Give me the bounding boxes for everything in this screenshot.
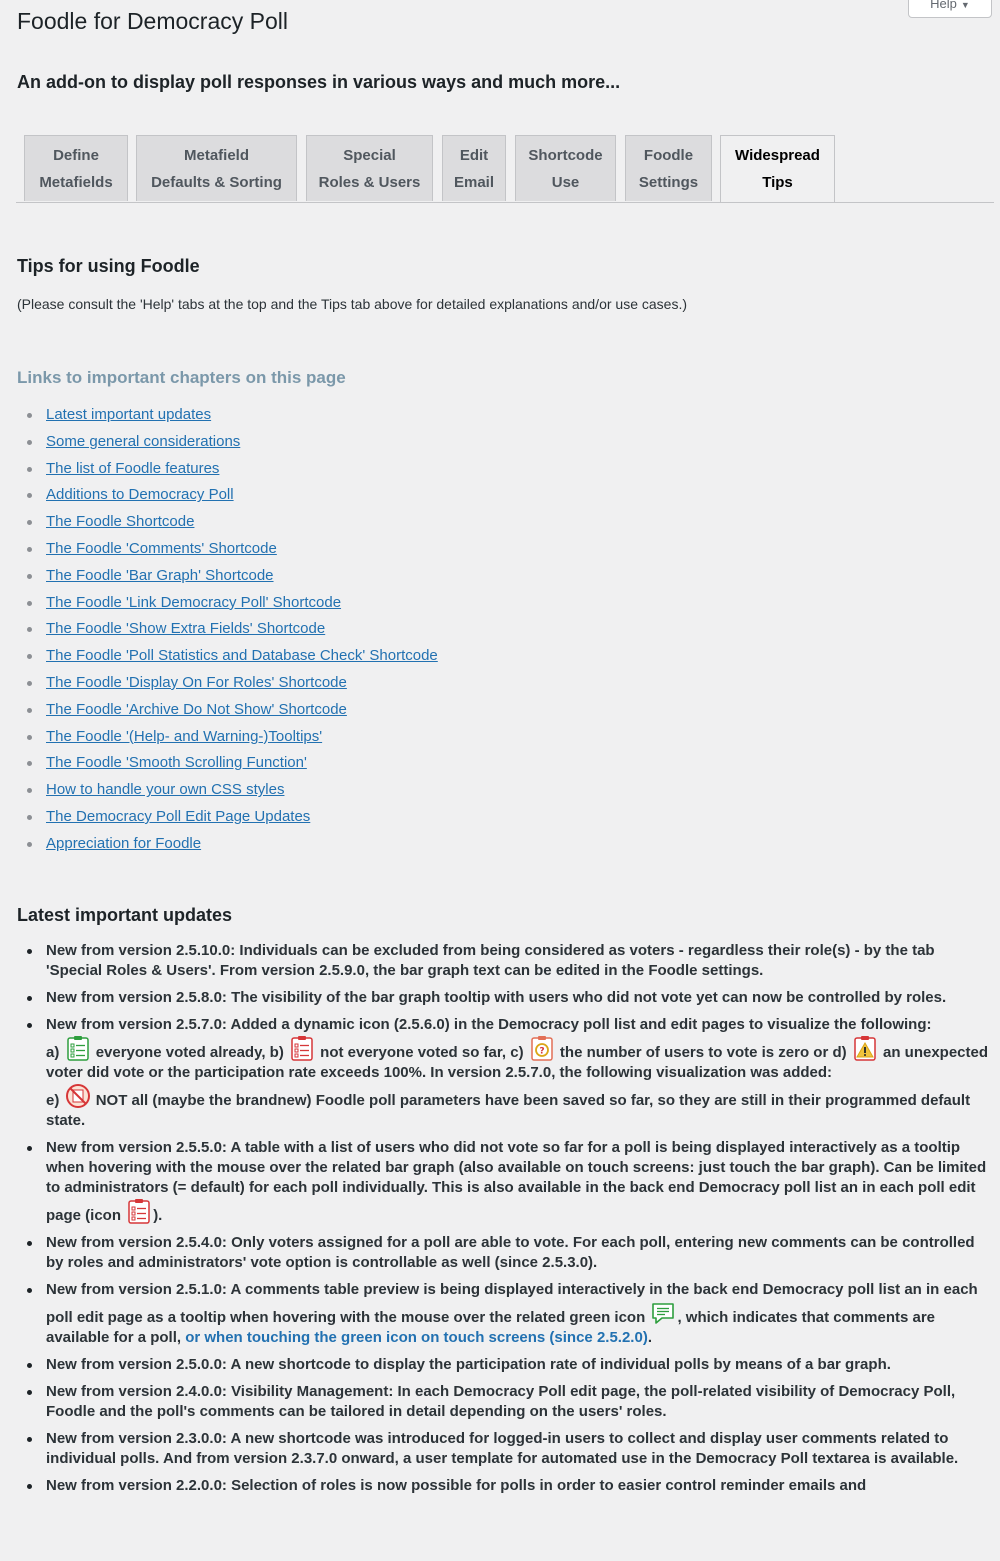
tab-define-metafields[interactable]: Define Metafields xyxy=(24,135,128,201)
list-item xyxy=(17,429,438,456)
list-item: New from version 2.5.8.0: The visibility of the bar graph tooltip with users who did not vote yet can now be controlled by roles. xyxy=(17,988,993,1008)
list-item xyxy=(17,831,438,858)
chapter-link[interactable]: How to handle your own CSS styles xyxy=(46,781,285,799)
updates-heading: Latest important updates xyxy=(17,905,233,925)
chevron-down-icon: ▼ xyxy=(960,0,970,10)
tab-bar xyxy=(16,135,994,203)
list-item xyxy=(17,590,438,617)
list-item xyxy=(17,724,438,751)
chapter-link[interactable]: The Foodle 'Comments' Shortcode xyxy=(46,539,277,557)
not-saved-icon xyxy=(65,1083,91,1109)
help-label: Help xyxy=(930,0,957,11)
links-heading: Links to important chapters on this page xyxy=(17,368,346,387)
list-item: New from version 2.5.1.0: A comments table preview is being displayed interactively in the back end Democracy poll list an in each poll edit page as a tooltip when hovering with the mouse over the related green icon , which indicates that comments are available for a poll, or when touching the green icon on touch screens (since 2.5.2.0). xyxy=(17,1280,993,1348)
list-item: New from version 2.5.4.0: Only voters assigned for a poll are able to vote. For each poll, entering new comments can be controlled by roles and administrators' vote option is controllable as well (since 2.5.3.0). xyxy=(17,1233,993,1273)
page-title: Foodle for Democracy Poll xyxy=(17,8,288,34)
list-item: New from version 2.5.0.0: A new shortcode to display the participation rate of individual polls by means of a bar graph. xyxy=(17,1355,993,1375)
help-button[interactable] xyxy=(908,0,992,18)
page-subtitle: An add-on to display poll responses in various ways and much more... xyxy=(17,72,621,92)
chapter-link[interactable]: The Foodle Shortcode xyxy=(46,513,195,531)
chapter-link[interactable]: Additions to Democracy Poll xyxy=(46,486,234,504)
clipboard-list-red-icon xyxy=(126,1198,152,1224)
svg-text:?: ? xyxy=(539,1046,545,1057)
chapter-link[interactable]: The Foodle 'Link Democracy Poll' Shortcode xyxy=(46,593,342,611)
clipboard-list-red-icon xyxy=(289,1035,315,1061)
chapter-link[interactable]: The Foodle 'Show Extra Fields' Shortcode xyxy=(46,620,326,638)
chapter-link[interactable]: The Democracy Poll Edit Page Updates xyxy=(46,807,311,825)
tab-edit-email[interactable]: Edit Email xyxy=(442,135,506,201)
list-item xyxy=(17,697,438,724)
list-item: New from version 2.5.7.0: Added a dynamic icon (2.5.6.0) in the Democracy poll list and edit pages to visualize the following: a) everyone voted already, b) not everyone voted so far, c) ? the number of users to vote is zero or d) an unexpected voter did vote or the participation rate exceeds 100%. In version 2.5.7.0, the following visualization was added: e) NOT all (maybe the brandnew) Foodle poll parameters have been saved so far, so they are still in their programmed default state. xyxy=(17,1015,993,1131)
tips-heading: Tips for using Foodle xyxy=(17,256,200,276)
list-item xyxy=(17,643,438,670)
clipboard-check-green-icon xyxy=(65,1035,91,1061)
touch-note: or when touching the green icon on touch screens (since 2.5.2.0) xyxy=(185,1329,648,1346)
tab-metafield-defaults[interactable]: Metafield Defaults & Sorting xyxy=(136,135,297,201)
chapter-link[interactable]: The Foodle 'Smooth Scrolling Function' xyxy=(46,754,307,772)
tab-widespread-tips[interactable]: Widespread Tips xyxy=(720,135,835,202)
list-item: New from version 2.4.0.0: Visibility Management: In each Democracy Poll edit page, the poll-related visibility of Democracy Poll, Foodle and the poll's comments can be tailored in detail depending on the users' roles. xyxy=(17,1382,993,1422)
chapter-link[interactable]: Appreciation for Foodle xyxy=(46,834,202,852)
list-item: New from version 2.5.5.0: A table with a list of users who did not vote so far for a poll is being displayed interactively as a tooltip when hovering with the mouse over the related bar graph (also available on touch screens: just touch the bar graph). Can be limited to administrators (= default) for each poll individually. This is also available in the back end Democracy poll list an in each poll edit page (icon ). xyxy=(17,1138,993,1226)
list-item xyxy=(17,616,438,643)
list-item xyxy=(17,482,438,509)
chapter-link[interactable]: The Foodle 'Poll Statistics and Database Check' Shortcode xyxy=(46,647,438,665)
list-item xyxy=(17,536,438,563)
list-item xyxy=(17,670,438,697)
list-item xyxy=(17,509,438,536)
chapter-links-list xyxy=(17,402,438,858)
list-item: New from version 2.3.0.0: A new shortcode was introduced for logged-in users to collect and display user comments related to individual polls. And from version 2.3.7.0 onward, a user template for automated use in the Democracy Poll textarea is available. xyxy=(17,1429,993,1469)
chapter-link[interactable]: The list of Foodle features xyxy=(46,459,220,477)
list-item xyxy=(17,456,438,483)
chapter-link[interactable]: The Foodle 'Bar Graph' Shortcode xyxy=(46,566,274,584)
chapter-link[interactable]: Latest important updates xyxy=(46,406,212,423)
list-item: New from version 2.5.10.0: Individuals can be excluded from being considered as voters - regardless their role(s) - by the tab 'Special Roles & Users'. From version 2.5.9.0, the bar graph text can be edited in the Foodle settings. xyxy=(17,941,993,981)
list-item xyxy=(17,804,438,831)
chapter-link[interactable]: The Foodle 'Display On For Roles' Shortcode xyxy=(46,673,347,691)
consult-note: (Please consult the 'Help' tabs at the top and the Tips tab above for detailed explanations and/or use cases.) xyxy=(17,296,687,312)
comment-green-icon[interactable] xyxy=(650,1300,676,1326)
tab-foodle-settings[interactable]: Foodle Settings xyxy=(625,135,712,201)
list-item xyxy=(17,402,438,429)
chapter-link[interactable]: The Foodle 'Archive Do Not Show' Shortcode xyxy=(46,700,347,718)
list-item: New from version 2.2.0.0: Selection of roles is now possible for polls in order to easier control reminder emails and xyxy=(17,1476,993,1496)
updates-list xyxy=(17,941,993,1503)
list-item xyxy=(17,563,438,590)
list-item xyxy=(17,750,438,777)
tab-shortcode-use[interactable]: Shortcode Use xyxy=(515,135,616,201)
clipboard-warning-icon xyxy=(852,1035,878,1061)
chapter-link[interactable]: Some general considerations xyxy=(46,432,241,450)
tab-special-roles[interactable]: Special Roles & Users xyxy=(306,135,433,201)
list-item xyxy=(17,777,438,804)
chapter-link[interactable]: The Foodle '(Help- and Warning-)Tooltips' xyxy=(46,727,323,745)
clipboard-zero-icon xyxy=(529,1035,555,1061)
